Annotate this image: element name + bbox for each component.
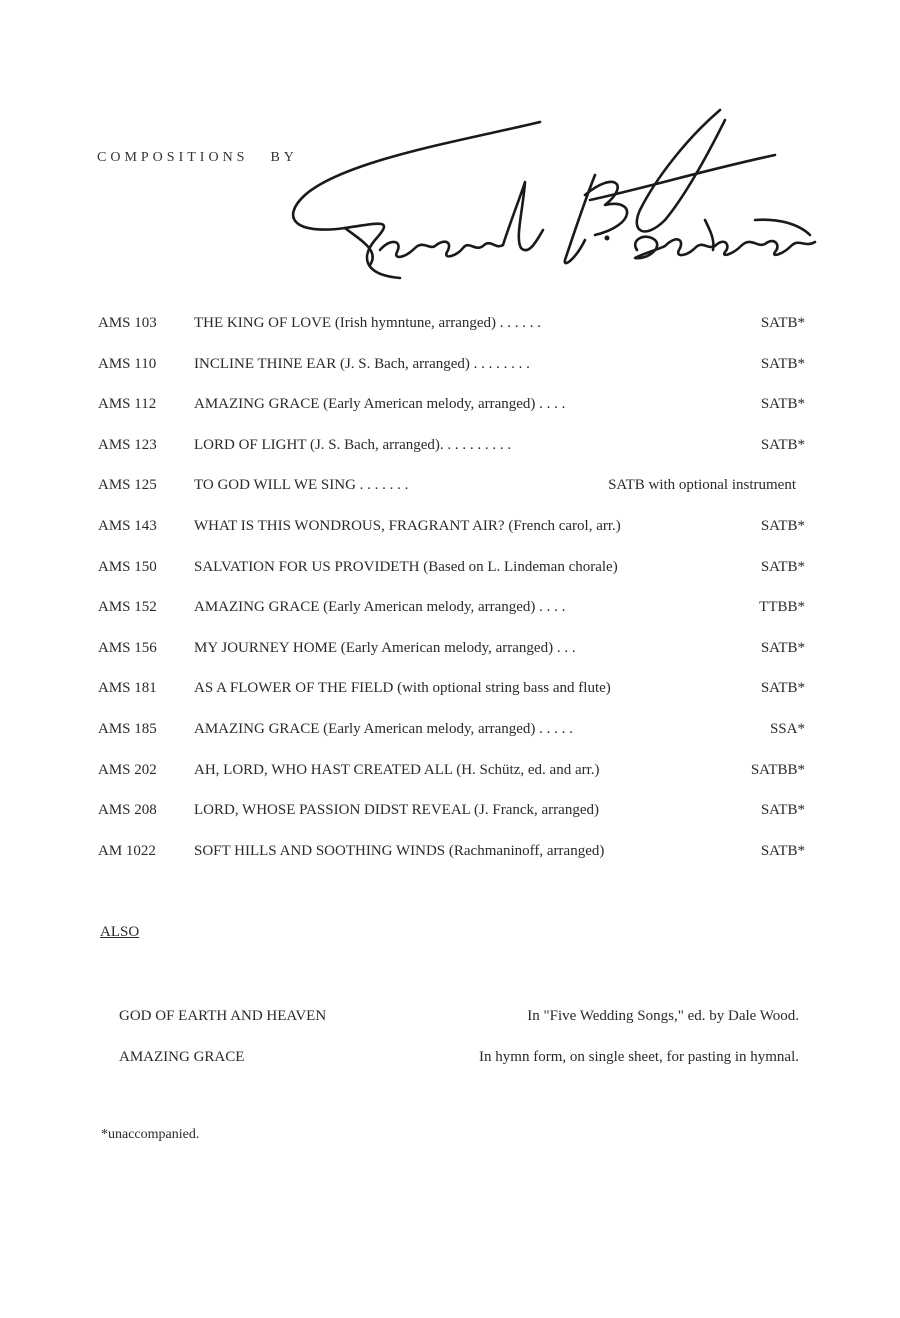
composition-title: AMAZING GRACE (Early American melody, arranged) . . . . — [194, 396, 566, 413]
composition-title: MY JOURNEY HOME (Early American melody, arranged) . . . — [194, 639, 576, 656]
composition-title: AMAZING GRACE (Early American melody, arranged) . . . . . — [194, 721, 573, 737]
composition-row — [0, 594, 900, 620]
catalog-code: AMS 150 — [98, 558, 157, 575]
composition-row — [0, 757, 900, 783]
composition-row — [0, 472, 900, 498]
composition-row — [0, 432, 900, 458]
voicing: SATB with optional instrument — [608, 477, 796, 494]
composition-row — [0, 838, 900, 864]
composition-row — [0, 675, 900, 701]
voicing: SATB* — [760, 436, 805, 453]
composition-title: SALVATION FOR US PROVIDETH (Based on L. Lindeman chorale) — [194, 558, 618, 575]
catalog-code: AMS 181 — [98, 680, 157, 697]
catalog-code: AMS 202 — [98, 761, 157, 778]
composer-signature — [285, 100, 825, 290]
composition-row — [0, 310, 900, 336]
composition-row — [0, 513, 900, 539]
voicing: SSA* — [769, 721, 805, 737]
composition-row — [0, 351, 900, 377]
also-item-note: In "Five Wedding Songs," ed. by Dale Wood. — [527, 1008, 799, 1024]
catalog-code: AM 1022 — [98, 842, 156, 859]
also-item-title: GOD OF EARTH AND HEAVEN — [119, 1008, 327, 1024]
page-heading — [97, 150, 298, 166]
heading-by: BY — [270, 150, 298, 165]
voicing: SATB* — [760, 558, 805, 575]
composition-title: AS A FLOWER OF THE FIELD (with optional string bass and flute) — [194, 680, 611, 697]
composition-row — [0, 716, 900, 742]
catalog-code: AMS 185 — [98, 721, 157, 737]
catalog-code: AMS 112 — [98, 396, 157, 413]
catalog-code: AMS 143 — [98, 518, 157, 534]
voicing: SATB* — [760, 842, 805, 859]
composition-row — [0, 391, 900, 417]
voicing: SATB* — [760, 802, 805, 819]
composition-title: THE KING OF LOVE (Irish hymntune, arranged) . . . . . . — [194, 315, 542, 331]
also-item-note: In hymn form, on single sheet, for pasting in hymnal. — [479, 1049, 799, 1065]
catalog-code: AMS 156 — [98, 639, 157, 656]
composition-title: SOFT HILLS AND SOOTHING WINDS (Rachmaninoff, arranged) — [194, 842, 605, 859]
voicing: SATB* — [760, 315, 805, 331]
voicing: TTBB* — [759, 599, 805, 616]
composition-title: AH, LORD, WHO HAST CREATED ALL (H. Schütz, ed. and arr.) — [194, 761, 600, 778]
composition-title: TO GOD WILL WE SING . . . . . . . — [194, 477, 409, 494]
catalog-code: AMS 152 — [98, 599, 157, 616]
voicing: SATB* — [760, 355, 805, 372]
catalog-code: AMS 103 — [98, 315, 157, 331]
composition-row — [0, 635, 900, 661]
catalog-code: AMS 208 — [98, 802, 157, 819]
composition-title: WHAT IS THIS WONDROUS, FRAGRANT AIR? (French carol, arr.) — [194, 518, 621, 534]
also-heading: ALSO — [100, 924, 140, 940]
composition-title: INCLINE THINE EAR (J. S. Bach, arranged) . . . . . . . . — [194, 355, 530, 372]
also-item — [0, 1044, 900, 1070]
composition-title: LORD, WHOSE PASSION DIDST REVEAL (J. Franck, arranged) — [194, 802, 599, 819]
composition-title: AMAZING GRACE (Early American melody, arranged) . . . . — [194, 599, 566, 616]
catalog-code: AMS 110 — [98, 355, 157, 372]
voicing: SATB* — [760, 639, 805, 656]
also-item — [0, 1003, 900, 1029]
voicing: SATB* — [760, 396, 805, 413]
composition-title: LORD OF LIGHT (J. S. Bach, arranged). . . . . . . . . . — [194, 436, 512, 453]
also-item-title: AMAZING GRACE — [119, 1049, 245, 1065]
voicing: SATB* — [760, 680, 805, 697]
catalog-code: AMS 125 — [98, 477, 157, 494]
composition-row — [0, 554, 900, 580]
heading-compositions: COMPOSITIONS — [97, 150, 249, 165]
voicing: SATB* — [760, 518, 805, 534]
catalog-code: AMS 123 — [98, 436, 157, 453]
voicing: SATBB* — [750, 761, 805, 778]
composition-row — [0, 797, 900, 823]
footnote: *unaccompanied. — [101, 1127, 200, 1142]
